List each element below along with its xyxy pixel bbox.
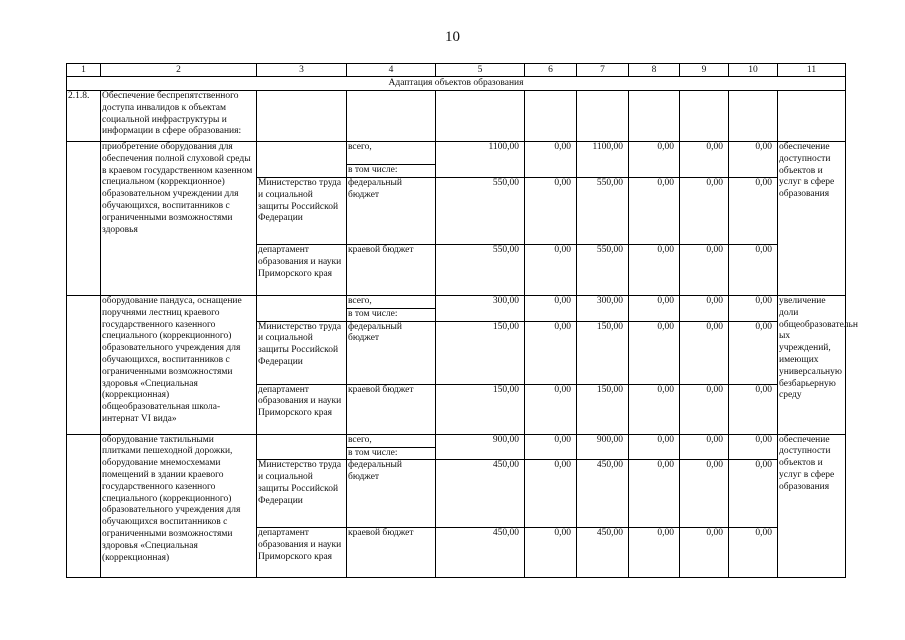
amount-cell: 0,00 [525, 384, 577, 434]
amount-cell: 0,00 [629, 384, 680, 434]
table-row [67, 296, 846, 309]
amount-cell: 150,00 [577, 321, 629, 384]
header-cell: 8 [629, 64, 680, 77]
including-label: в том числе: [347, 308, 436, 321]
header-cell: 6 [525, 64, 577, 77]
amount-cell: 0,00 [729, 528, 778, 578]
header-cell: 1 [67, 64, 101, 77]
amount-cell: 150,00 [436, 321, 525, 384]
amount-cell: 450,00 [436, 460, 525, 528]
amount-cell: 0,00 [680, 178, 729, 245]
total-label: всего, [347, 296, 436, 309]
item-number: 2.1.8. [67, 91, 101, 142]
amount-cell: 0,00 [525, 142, 577, 178]
amount-cell: 1100,00 [436, 142, 525, 178]
source-cell: федеральный бюджет [347, 460, 436, 528]
result-cell: обеспечение доступности объектов и услуг в сфере образования [778, 142, 846, 296]
source-cell: краевой бюджет [347, 528, 436, 578]
including-label: в том числе: [347, 165, 436, 178]
amount-cell: 0,00 [680, 434, 729, 460]
amount-cell: 0,00 [525, 296, 577, 322]
source-cell: федеральный бюджет [347, 321, 436, 384]
amount-cell: 450,00 [577, 460, 629, 528]
amount-cell: 0,00 [680, 384, 729, 434]
header-cell: 5 [436, 64, 525, 77]
amount-cell: 0,00 [629, 245, 680, 296]
source-cell: федеральный бюджет [347, 178, 436, 245]
header-cell: 2 [101, 64, 257, 77]
amount-cell: 0,00 [629, 528, 680, 578]
amount-cell: 550,00 [436, 178, 525, 245]
result-cell: увеличение доли общеобразовательн ых учреждений, имеющих универсальную безбарьерную среду [778, 296, 846, 435]
amount-cell: 0,00 [629, 321, 680, 384]
amount-cell: 150,00 [577, 384, 629, 434]
program-table [66, 63, 858, 578]
header-cell: 3 [257, 64, 347, 77]
item-description: Обеспечение беспрепятственного доступа инвалидов к объектам социальной инфраструктуры и информации в сфере образования: [101, 91, 257, 142]
executor-cell: департамент образования и науки Приморского края [257, 245, 347, 296]
page-number: 10 [445, 29, 460, 45]
amount-cell: 0,00 [525, 528, 577, 578]
source-cell: краевой бюджет [347, 245, 436, 296]
amount-cell: 900,00 [577, 434, 629, 460]
amount-cell: 0,00 [680, 528, 729, 578]
executor-cell: департамент образования и науки Приморского края [257, 384, 347, 434]
section-row [67, 77, 846, 91]
amount-cell: 450,00 [577, 528, 629, 578]
header-row [67, 64, 846, 77]
sub-item-description: приобретение оборудования для обеспечения полной слуховой среды в краевом государственном казенном специальном (коррекционное) образовательном учреждении для обучающихся, воспитанников с ограниченными возможностями здоровья [101, 142, 257, 296]
total-label: всего, [347, 142, 436, 165]
amount-cell: 0,00 [729, 142, 778, 178]
header-cell: 9 [680, 64, 729, 77]
amount-cell: 300,00 [577, 296, 629, 322]
section-title: Адаптация объектов образования [67, 77, 846, 91]
amount-cell: 0,00 [680, 296, 729, 322]
amount-cell: 0,00 [729, 245, 778, 296]
amount-cell: 450,00 [436, 528, 525, 578]
executor-cell: Министерство труда и социальной защиты Российской Федерации [257, 460, 347, 528]
amount-cell: 1100,00 [577, 142, 629, 178]
amount-cell: 0,00 [629, 460, 680, 528]
executor-cell: Министерство труда и социальной защиты Российской Федерации [257, 178, 347, 245]
amount-cell: 0,00 [629, 142, 680, 178]
table-row [67, 434, 846, 447]
amount-cell: 550,00 [577, 245, 629, 296]
amount-cell: 0,00 [680, 460, 729, 528]
amount-cell: 0,00 [525, 178, 577, 245]
amount-cell: 0,00 [729, 296, 778, 322]
amount-cell: 0,00 [729, 460, 778, 528]
amount-cell: 0,00 [629, 296, 680, 322]
sub-item-description: оборудование тактильными плитками пешеходной дорожки, оборудование мнемосхемами помещений в здании краевого государственного казенного специального (коррекционного) образовательного учреждения для обучающихся воспитанников с ограниченными возможностями здоровья «Специальная (коррекционная) [101, 434, 257, 578]
sub-item-description: оборудование пандуса, оснащение поручнями лестниц краевого государственного казенного специального (коррекционного) образовательного учреждения для обучающихся, воспитанников с ограниченными возможностями здоровья «Специальная (коррекционная) общеобразовательная школа-интернат VI вида» [101, 296, 257, 435]
amount-cell: 0,00 [525, 245, 577, 296]
amount-cell: 0,00 [680, 321, 729, 384]
executor-cell: департамент образования и науки Приморского края [257, 528, 347, 578]
executor-cell: Министерство труда и социальной защиты Российской Федерации [257, 321, 347, 384]
amount-cell: 0,00 [525, 434, 577, 460]
including-label: в том числе: [347, 447, 436, 460]
amount-cell: 150,00 [436, 384, 525, 434]
amount-cell: 550,00 [577, 178, 629, 245]
total-label: всего, [347, 434, 436, 447]
amount-cell: 0,00 [729, 434, 778, 460]
amount-cell: 900,00 [436, 434, 525, 460]
header-cell: 11 [778, 64, 846, 77]
amount-cell: 0,00 [680, 142, 729, 178]
header-cell: 4 [347, 64, 436, 77]
amount-cell: 0,00 [729, 178, 778, 245]
source-cell: краевой бюджет [347, 384, 436, 434]
item-row [67, 91, 846, 142]
header-cell: 10 [729, 64, 778, 77]
amount-cell: 0,00 [729, 384, 778, 434]
amount-cell: 550,00 [436, 245, 525, 296]
amount-cell: 0,00 [525, 321, 577, 384]
amount-cell: 0,00 [729, 321, 778, 384]
header-cell: 7 [577, 64, 629, 77]
amount-cell: 300,00 [436, 296, 525, 322]
amount-cell: 0,00 [680, 245, 729, 296]
table-row [67, 142, 846, 165]
amount-cell: 0,00 [629, 434, 680, 460]
amount-cell: 0,00 [525, 460, 577, 528]
result-cell: обеспечение доступности объектов и услуг в сфере образования [778, 434, 846, 578]
amount-cell: 0,00 [629, 178, 680, 245]
